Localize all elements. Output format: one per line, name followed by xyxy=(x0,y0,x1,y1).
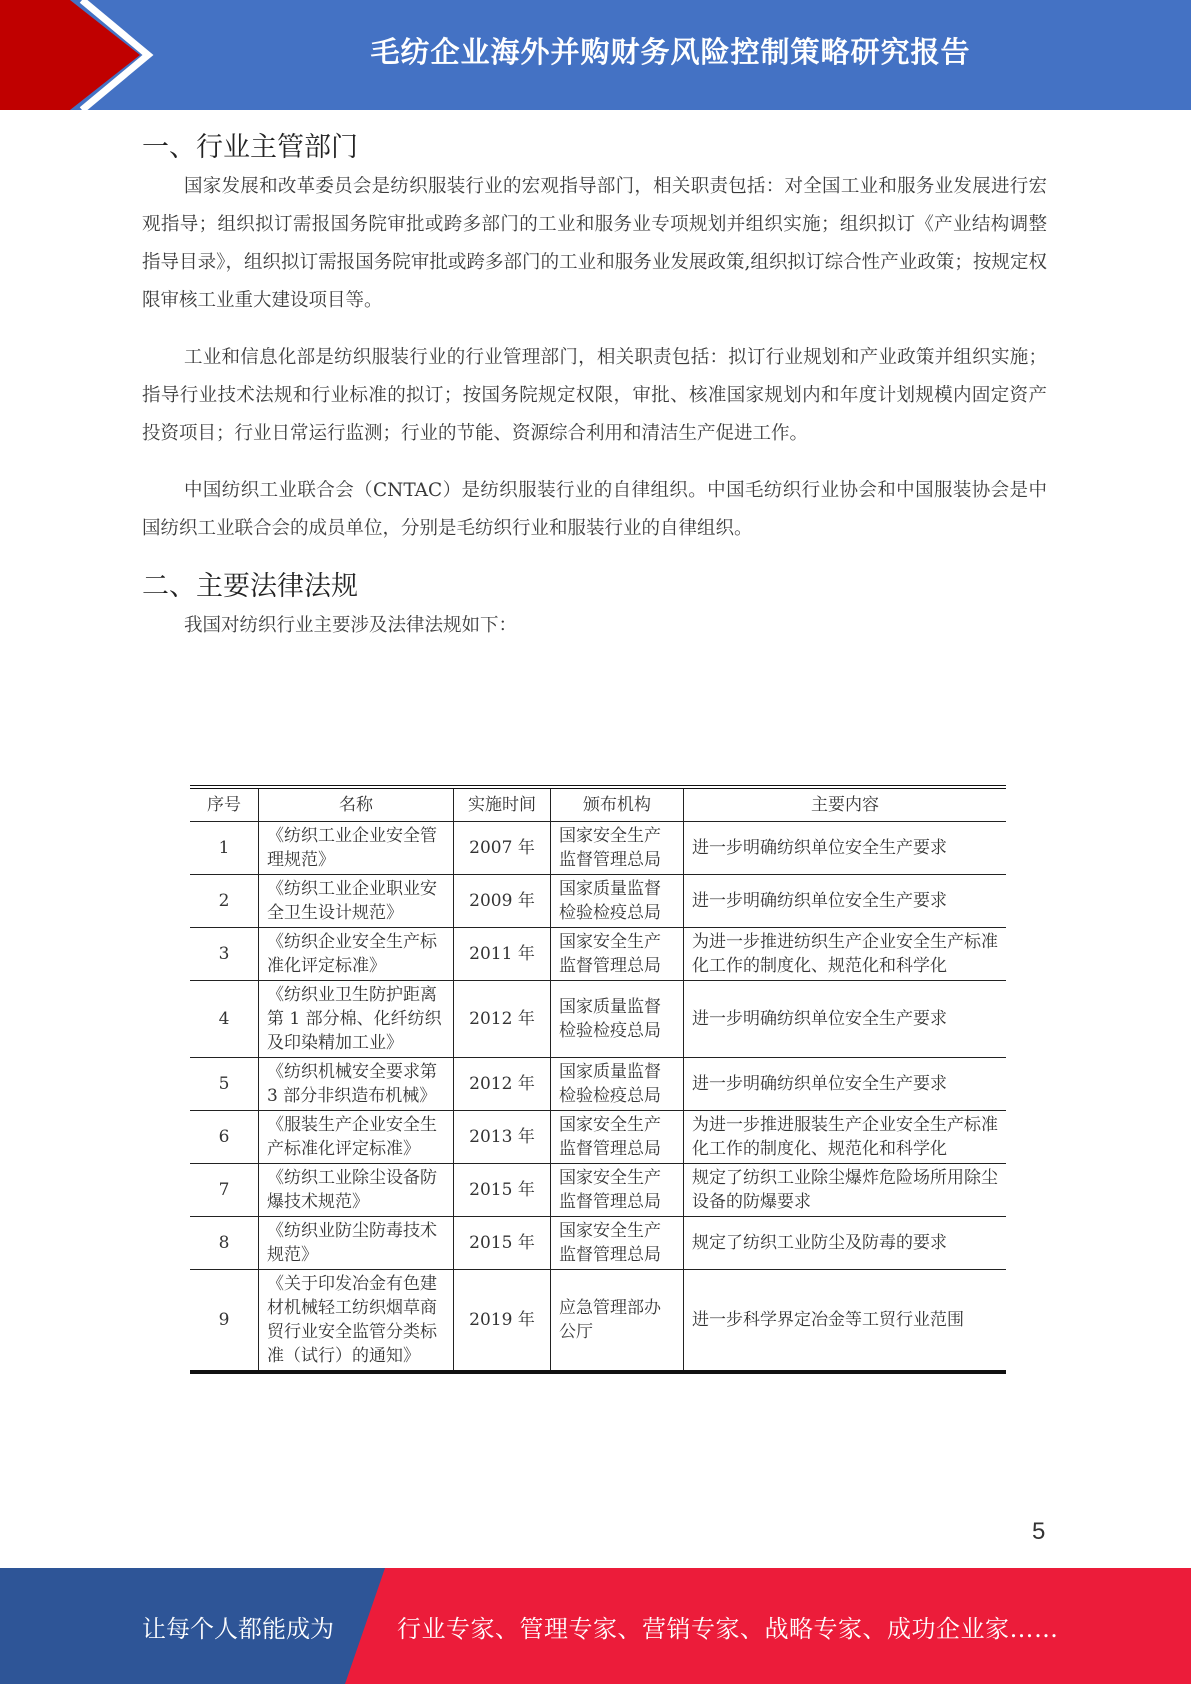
cell-date: 2009 年 xyxy=(454,875,551,928)
cell-index: 7 xyxy=(190,1164,259,1217)
cell-date: 2012 年 xyxy=(454,1058,551,1111)
header-index: 序号 xyxy=(190,787,259,822)
cell-date: 2011 年 xyxy=(454,928,551,981)
table-row xyxy=(190,928,1006,981)
table-row xyxy=(190,1164,1006,1217)
paragraph-ndrc: 国家发展和改革委员会是纺织服装行业的宏观指导部门，相关职责包括：对全国工业和服务业发展进行宏观指导；组织拟订需报国务院审批或跨多部门的工业和服务业专项规划并组织实施；组织拟订《产业结构调整指导目录》，组织拟订需报国务院审批或跨多部门的工业和服务业发展政策,组织拟订综合性产业政策；按规定权限审核工业重大建设项目等。 xyxy=(142,176,1047,311)
cell-agency: 应急管理部办公厅 xyxy=(551,1270,684,1373)
footer-slogan-right: 行业专家、管理专家、营销专家、战略专家、成功企业家…… xyxy=(397,1614,1059,1643)
cell-name: 《关于印发冶金有色建材机械轻工纺织烟草商贸行业安全监管分类标准（试行）的通知》 xyxy=(259,1270,454,1373)
cell-index: 6 xyxy=(190,1111,259,1164)
cell-date: 2012 年 xyxy=(454,981,551,1058)
cell-name: 《纺织工业企业安全管理规范》 xyxy=(259,822,454,875)
table-row xyxy=(190,1111,1006,1164)
cell-content: 规定了纺织工业防尘及防毒的要求 xyxy=(684,1217,1007,1270)
page-number: 5 xyxy=(1032,1518,1046,1545)
cell-name: 《纺织工业除尘设备防爆技术规范》 xyxy=(259,1164,454,1217)
header-name: 名称 xyxy=(259,787,454,822)
header-content: 主要内容 xyxy=(684,787,1007,822)
cell-agency: 国家质量监督检验检疫总局 xyxy=(551,1058,684,1111)
table-row xyxy=(190,981,1006,1058)
cell-agency: 国家安全生产监督管理总局 xyxy=(551,822,684,875)
cell-date: 2015 年 xyxy=(454,1217,551,1270)
section-heading-1: 一、行业主管部门 xyxy=(142,132,358,163)
cell-content: 进一步明确纺织单位安全生产要求 xyxy=(684,981,1007,1058)
table-row xyxy=(190,822,1006,875)
cell-index: 1 xyxy=(190,822,259,875)
cell-date: 2013 年 xyxy=(454,1111,551,1164)
page-header xyxy=(0,0,1191,110)
cell-index: 4 xyxy=(190,981,259,1058)
cell-agency: 国家安全生产监督管理总局 xyxy=(551,1217,684,1270)
cell-index: 8 xyxy=(190,1217,259,1270)
table-row xyxy=(190,1058,1006,1111)
laws-table-wrapper xyxy=(190,785,1006,1374)
cell-name: 《纺织工业企业职业安全卫生设计规范》 xyxy=(259,875,454,928)
cell-date: 2015 年 xyxy=(454,1164,551,1217)
table-row xyxy=(190,1270,1006,1373)
cell-index: 5 xyxy=(190,1058,259,1111)
table-row xyxy=(190,1217,1006,1270)
header-date: 实施时间 xyxy=(454,787,551,822)
header-chevron-decoration xyxy=(0,0,160,110)
cell-agency: 国家质量监督检验检疫总局 xyxy=(551,875,684,928)
cell-content: 进一步科学界定冶金等工贸行业范围 xyxy=(684,1270,1007,1373)
cell-content: 进一步明确纺织单位安全生产要求 xyxy=(684,875,1007,928)
cell-agency: 国家质量监督检验检疫总局 xyxy=(551,981,684,1058)
cell-content: 规定了纺织工业除尘爆炸危险场所用除尘设备的防爆要求 xyxy=(684,1164,1007,1217)
cell-name: 《纺织机械安全要求第 3 部分非织造布机械》 xyxy=(259,1058,454,1111)
cell-index: 2 xyxy=(190,875,259,928)
cell-agency: 国家安全生产监督管理总局 xyxy=(551,928,684,981)
cell-content: 为进一步推进纺织生产企业安全生产标准化工作的制度化、规范化和科学化 xyxy=(684,928,1007,981)
paragraph-cntac: 中国纺织工业联合会（CNTAC）是纺织服装行业的自律组织。中国毛纺织行业协会和中国服装协会是中国纺织工业联合会的成员单位，分别是毛纺织行业和服装行业的自律组织。 xyxy=(142,480,1047,539)
cell-index: 9 xyxy=(190,1270,259,1373)
cell-name: 《纺织业卫生防护距离第 1 部分棉、化纤纺织及印染精加工业》 xyxy=(259,981,454,1058)
footer-slogan-left: 让每个人都能成为 xyxy=(142,1614,334,1643)
cell-date: 2007 年 xyxy=(454,822,551,875)
cell-name: 《服装生产企业安全生产标准化评定标准》 xyxy=(259,1111,454,1164)
main-content xyxy=(142,128,1047,664)
table-header-row xyxy=(190,787,1006,822)
page-footer xyxy=(0,1568,1191,1684)
laws-table xyxy=(190,785,1006,1374)
paragraph-miit: 工业和信息化部是纺织服装行业的行业管理部门，相关职责包括：拟订行业规划和产业政策并组织实施；指导行业技术法规和行业标准的拟订；按国务院规定权限，审批、核准国家规划内和年度计划规模内固定资产投资项目；行业日常运行监测；行业的节能、资源综合利用和清洁生产促进工作。 xyxy=(142,347,1047,444)
table-row xyxy=(190,875,1006,928)
cell-index: 3 xyxy=(190,928,259,981)
cell-agency: 国家安全生产监督管理总局 xyxy=(551,1164,684,1217)
cell-content: 为进一步推进服装生产企业安全生产标准化工作的制度化、规范化和科学化 xyxy=(684,1111,1007,1164)
cell-content: 进一步明确纺织单位安全生产要求 xyxy=(684,822,1007,875)
report-title: 毛纺企业海外并购财务风险控制策略研究报告 xyxy=(370,34,971,69)
cell-date: 2019 年 xyxy=(454,1270,551,1373)
paragraph-laws-intro: 我国对纺织行业主要涉及法律法规如下： xyxy=(184,615,518,636)
header-agency: 颁布机构 xyxy=(551,787,684,822)
cell-agency: 国家安全生产监督管理总局 xyxy=(551,1111,684,1164)
section-heading-2: 二、主要法律法规 xyxy=(142,571,358,602)
cell-name: 《纺织企业安全生产标准化评定标准》 xyxy=(259,928,454,981)
cell-name: 《纺织业防尘防毒技术规范》 xyxy=(259,1217,454,1270)
cell-content: 进一步明确纺织单位安全生产要求 xyxy=(684,1058,1007,1111)
